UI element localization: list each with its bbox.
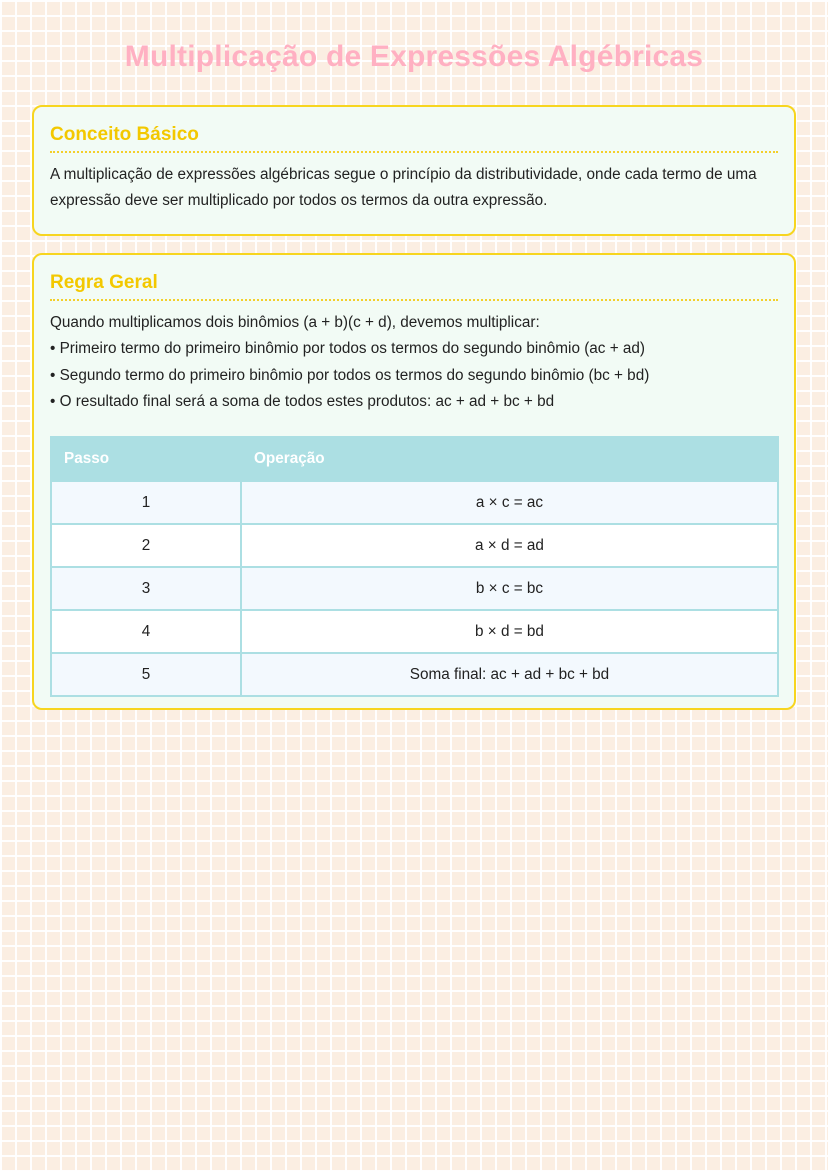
step-number-cell: 4 xyxy=(51,610,241,653)
general-rule-card xyxy=(32,253,796,710)
operation-cell: b × d = bd xyxy=(241,610,778,653)
rule-intro-line: Quando multiplicamos dois binômios (a + b)(c + d), devemos multiplicar: xyxy=(50,314,540,331)
operation-cell: a × c = ac xyxy=(241,481,778,524)
operation-cell: Soma final: ac + ad + bc + bd xyxy=(241,653,778,696)
operation-cell: b × c = bc xyxy=(241,567,778,610)
step-number-cell: 2 xyxy=(51,524,241,567)
rule-bullet-line: • Segundo termo do primeiro binômio por todos os termos do segundo binômio (bc + bd) xyxy=(50,366,650,384)
column-header-operation: Operação xyxy=(241,437,778,481)
general-rule-text xyxy=(50,310,778,416)
table-row xyxy=(51,524,778,567)
table-row xyxy=(51,481,778,524)
table-row xyxy=(51,610,778,653)
rule-bullet-line: • O resultado final será a soma de todos estes produtos: ac + ad + bc + bd xyxy=(50,393,555,411)
table-header-row xyxy=(51,437,778,481)
basic-concept-heading: Conceito Básico xyxy=(50,124,778,153)
table-row xyxy=(51,653,778,696)
general-rule-heading: Regra Geral xyxy=(50,272,778,301)
step-number-cell: 5 xyxy=(51,653,241,696)
basic-concept-card xyxy=(32,105,796,236)
basic-concept-text: A multiplicação de expressões algébricas segue o princípio da distributividade, onde cada termo de uma expressão deve ser multiplicado por todos os termos da outra expressão. xyxy=(50,166,757,209)
steps-table xyxy=(50,436,779,697)
step-number-cell: 1 xyxy=(51,481,241,524)
operation-cell: a × d = ad xyxy=(241,524,778,567)
rule-bullet-line: • Primeiro termo do primeiro binômio por todos os termos do segundo binômio (ac + ad) xyxy=(50,340,645,358)
step-number-cell: 3 xyxy=(51,567,241,610)
page-title: Multiplicação de Expressões Algébricas xyxy=(124,40,704,73)
table-row xyxy=(51,567,778,610)
column-header-step: Passo xyxy=(51,437,241,481)
